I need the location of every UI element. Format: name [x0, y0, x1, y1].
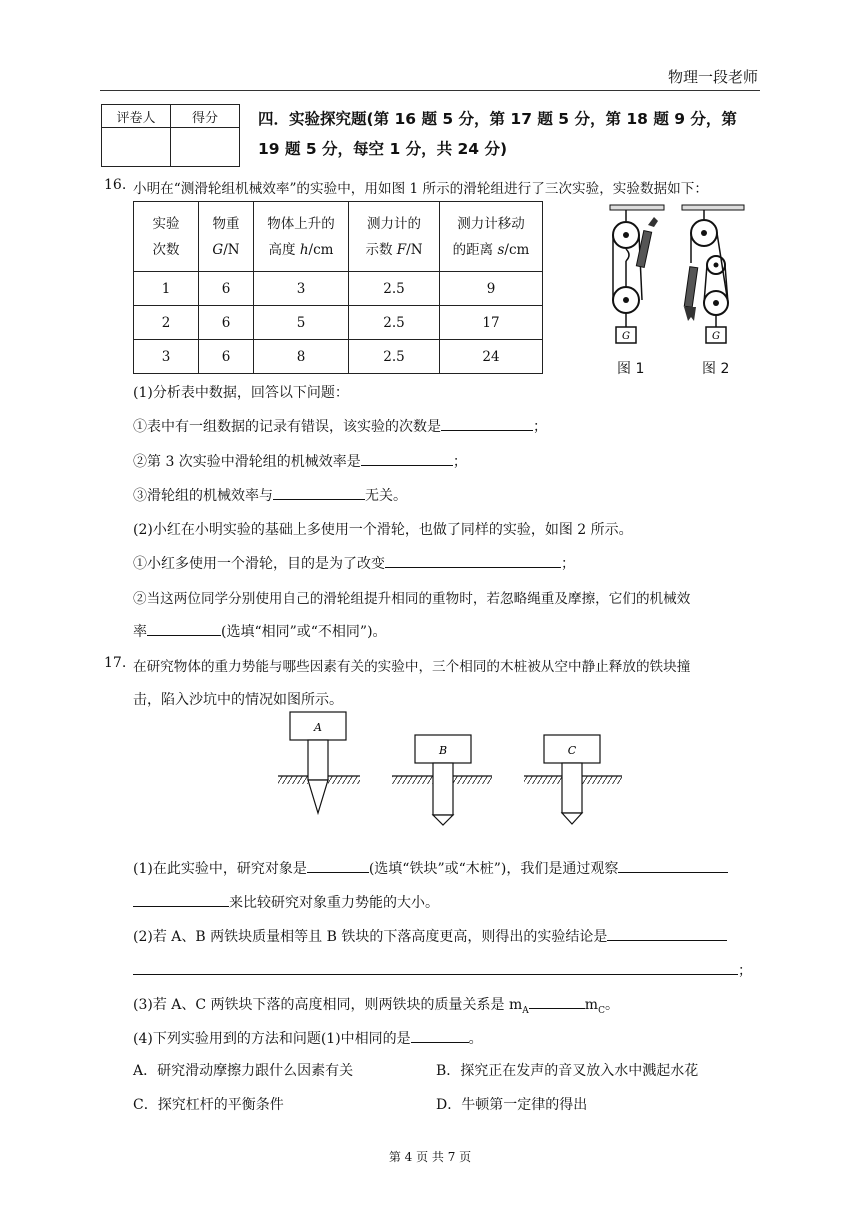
table-cell: 6 [199, 272, 254, 306]
table-cell: 17 [440, 306, 543, 340]
pulley-figure-2 [678, 203, 748, 353]
stake-group-a [278, 712, 360, 813]
answer-blank[interactable] [273, 485, 365, 500]
score-table-reviewer-cell [102, 128, 171, 167]
q16-part2b-end: (选填“相同”或“不相同”)。 [221, 624, 387, 640]
q17-part4-end: 。 [468, 1031, 483, 1047]
q16-part2: (2)小红在小明实验的基础上多使用一个滑轮，也做了同样的实验，如图 2 所示。 [133, 522, 633, 538]
header-title: 物理一段老师 [667, 68, 758, 86]
q16-part2a [133, 553, 575, 573]
block-a-label: A [314, 721, 322, 734]
table-cell: 3 [134, 340, 199, 374]
q17-part1-text-c: 来比较研究对象重力势能的大小。 [229, 895, 439, 911]
q16-stem: 小明在“测滑轮组机械效率”的实验中，用如图 1 所示的滑轮组进行了三次实验，实验数据如下： [133, 181, 708, 197]
q16-number: 16. [104, 177, 127, 193]
answer-blank[interactable] [147, 621, 221, 636]
score-table-reviewer-label: 评卷人 [102, 105, 171, 128]
table-header-cell: 物重 G/N [199, 202, 254, 272]
answer-blank[interactable] [529, 994, 585, 1009]
table-cell: 2.5 [349, 306, 440, 340]
q17-part2-text: (2)若 A、B 两铁块质量相等且 B 铁块的下落高度更高，则得出的实验结论是 [133, 929, 608, 945]
table-cell: 2 [134, 306, 199, 340]
q17-stem-line2: 击，陷入沙坑中的情况如图所示。 [133, 692, 343, 708]
table-header-cell: 测力计的 示数 F/N [349, 202, 440, 272]
table-cell: 24 [440, 340, 543, 374]
q16-part2b-line2 [133, 621, 387, 641]
table-cell: 6 [199, 306, 254, 340]
table-header-cell: 测力计移动 的距离 s/cm [440, 202, 543, 272]
q17-part3 [133, 994, 619, 1016]
table-cell: 1 [134, 272, 199, 306]
q17-part2-end: ； [738, 963, 752, 979]
q17-stem-line1: 在研究物体的重力势能与哪些因素有关的实验中，三个相同的木桩被从空中静止释放的铁块撞 [133, 659, 691, 675]
table-header-cell: 物体上升的 高度 h/cm [254, 202, 349, 272]
table-cell: 6 [199, 340, 254, 374]
q16-part2a-text: ①小红多使用一个滑轮，目的是为了改变 [133, 556, 385, 572]
q17-part4 [133, 1028, 483, 1048]
q17-part1-line1 [133, 858, 728, 878]
table-cell: 9 [440, 272, 543, 306]
q17-part4-text: (4)下列实验用到的方法和问题(1)中相同的是 [133, 1031, 411, 1047]
table-row [134, 272, 543, 306]
q16-part2a-end: ； [561, 556, 575, 572]
option-a[interactable]: A．研究滑动摩擦力跟什么因素有关 [133, 1063, 354, 1079]
q17-number: 17. [104, 655, 127, 671]
q16-data-table [133, 201, 543, 374]
answer-blank[interactable] [133, 892, 229, 907]
answer-blank[interactable] [441, 416, 533, 431]
option-b[interactable]: B．探究正在发声的音叉放入水中溅起水花 [436, 1063, 699, 1079]
q16-part1c-end: 无关。 [365, 488, 407, 504]
table-row [134, 340, 543, 374]
q16-part2b-line1: ②当这两位同学分别使用自己的滑轮组提升相同的重物时，若忽略绳重及摩擦，它们的机械效 [133, 591, 691, 607]
option-d[interactable]: D．牛顿第一定律的得出 [436, 1097, 588, 1113]
table-header-cell: 实验 次数 [134, 202, 199, 272]
score-table [101, 104, 240, 167]
stake-group-b [392, 735, 492, 825]
answer-blank[interactable] [307, 858, 369, 873]
table-header-row [134, 202, 543, 272]
q16-part1: (1)分析表中数据，回答以下问题： [133, 385, 349, 401]
answer-blank[interactable] [385, 553, 561, 568]
stakes-figure [270, 708, 630, 826]
q17-part1-text-a: (1)在此实验中，研究对象是 [133, 861, 307, 877]
q17-part2-line1 [133, 926, 727, 946]
page-footer: 第 4 页 共 7 页 [388, 1150, 472, 1164]
stake-group-c [524, 735, 622, 824]
fig2-weight-label: G [712, 331, 720, 342]
q16-part2b-text: 率 [133, 624, 147, 640]
q17-part3-sub-a: A [522, 1005, 529, 1016]
answer-blank[interactable] [361, 451, 453, 466]
pulley-figure-1 [606, 203, 668, 353]
q17-part3-m: m [584, 997, 599, 1013]
section-title: 四．实验探究题(第 16 题 5 分，第 17 题 5 分，第 18 题 9 分，第 19 题 5 分，每空 1 分，共 24 分) [258, 110, 737, 158]
q17-part3-text: (3)若 A、C 两铁块下落的高度相同，则两铁块的质量关系是 m [133, 997, 523, 1013]
q16-part1b-end: ； [452, 454, 467, 470]
fig1-weight-label: G [622, 331, 630, 342]
q16-part1a-end: ； [533, 419, 547, 435]
q16-part1b [133, 451, 467, 471]
q16-part1c-text: ③滑轮组的机械效率与 [133, 488, 273, 504]
score-table-score-label: 得分 [171, 105, 240, 128]
table-cell: 2.5 [349, 272, 440, 306]
q17-part1-line2 [133, 892, 439, 912]
answer-blank[interactable] [133, 960, 738, 975]
q16-part1c [133, 485, 407, 505]
q17-part3-end: 。 [604, 997, 619, 1013]
fig2-label: 图 2 [702, 361, 730, 377]
q16-part1b-text: ②第 3 次实验中滑轮组的机械效率是 [133, 454, 361, 470]
table-cell: 8 [254, 340, 349, 374]
fig1-label: 图 1 [617, 361, 645, 377]
answer-blank[interactable] [411, 1028, 469, 1043]
q16-part1a-text: ①表中有一组数据的记录有错误，该实验的次数是 [133, 419, 441, 435]
option-c[interactable]: C．探究杠杆的平衡条件 [133, 1097, 284, 1113]
q17-part2-line2 [133, 960, 752, 980]
table-cell: 5 [254, 306, 349, 340]
score-table-score-cell [171, 128, 240, 167]
q17-part1-text-b: (选填“铁块”或“木桩”)，我们是通过观察 [368, 861, 619, 877]
answer-blank[interactable] [618, 858, 728, 873]
block-b-label: B [438, 744, 448, 757]
q17-part3-sub-c: C [598, 1005, 605, 1016]
table-cell: 2.5 [349, 340, 440, 374]
table-cell: 3 [254, 272, 349, 306]
q16-part1a [133, 416, 547, 436]
table-row [134, 306, 543, 340]
block-c-label: C [567, 744, 577, 757]
header-divider [100, 90, 760, 91]
answer-blank[interactable] [607, 926, 727, 941]
